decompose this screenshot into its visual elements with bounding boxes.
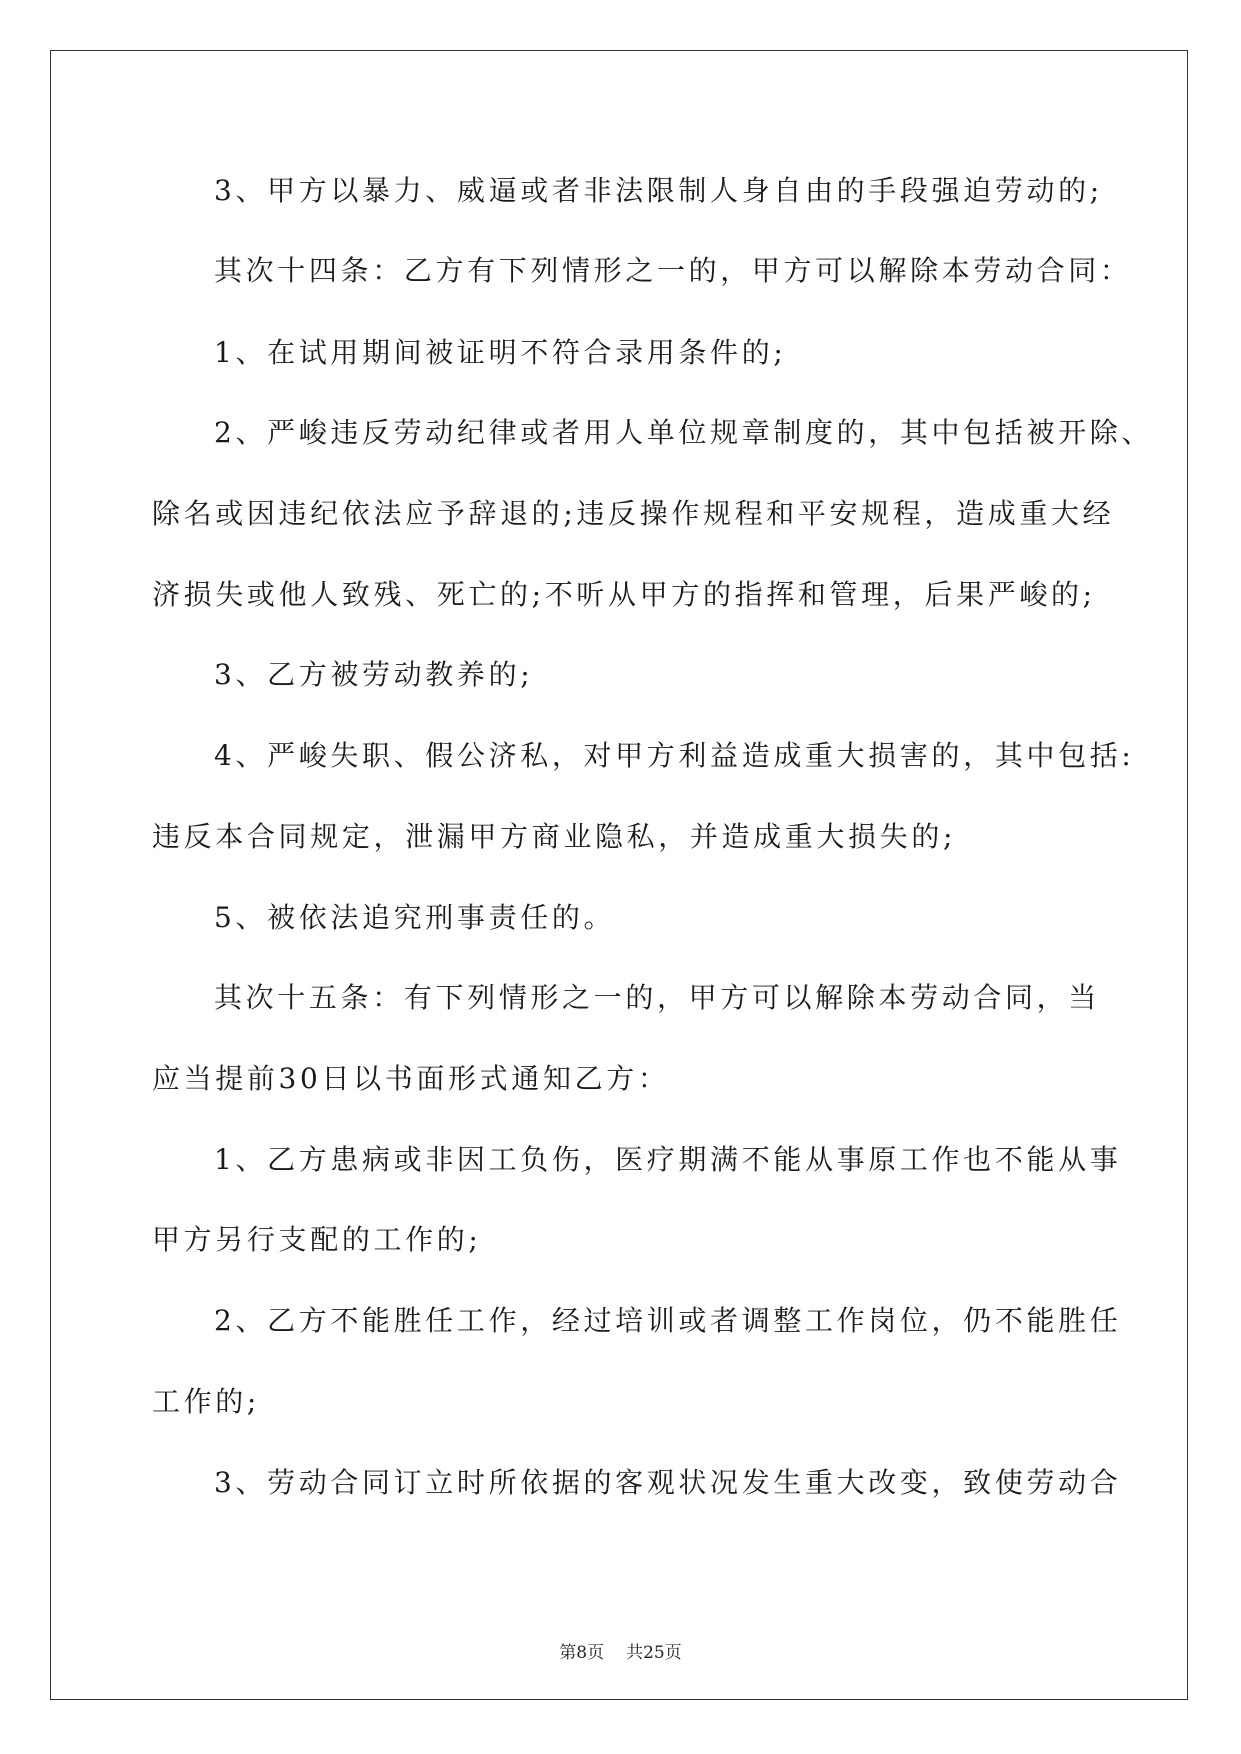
paragraph-line: 除名或因违纪依法应予辞退的;违反操作规程和平安规程，造成重大经 <box>152 497 1115 530</box>
page-footer <box>0 1638 1241 1663</box>
paragraph-line: 2、乙方不能胜任工作，经过培训或者调整工作岗位，仍不能胜任 <box>214 1304 1122 1337</box>
paragraph-line: 工作的; <box>152 1385 260 1418</box>
paragraph-line: 3、甲方以暴力、威逼或者非法限制人身自由的手段强迫劳动的; <box>214 174 1103 207</box>
paragraph-line: 应当提前30日以书面形式通知乙方： <box>152 1062 670 1095</box>
paragraph-line: 1、在试用期间被证明不符合录用条件的; <box>214 336 787 369</box>
paragraph-line: 5、被依法追究刑事责任的。 <box>214 901 616 934</box>
paragraph-line: 4、严峻失职、假公济私，对甲方利益造成重大损害的，其中包括: <box>214 739 1135 772</box>
current-page-label: 第8页 <box>559 1643 605 1663</box>
paragraph-line: 济损失或他人致残、死亡的;不听从甲方的指挥和管理，后果严峻的; <box>152 578 1096 611</box>
paragraph-line: 违反本合同规定，泄漏甲方商业隐私，并造成重大损失的; <box>152 820 957 853</box>
paragraph-line: 其次十四条：乙方有下列情形之一的，甲方可以解除本劳动合同： <box>214 254 1132 287</box>
paragraph-line: 3、乙方被劳动教养的; <box>214 658 534 691</box>
total-pages-label: 共25页 <box>626 1643 682 1663</box>
paragraph-line: 2、严峻违反劳动纪律或者用人单位规章制度的，其中包括被开除、 <box>214 416 1154 449</box>
page-border <box>50 50 1188 1700</box>
paragraph-line: 其次十五条：有下列情形之一的，甲方可以解除本劳动合同，当 <box>214 981 1100 1014</box>
paragraph-line: 3、劳动合同订立时所依据的客观状况发生重大改变，致使劳动合 <box>214 1466 1122 1499</box>
paragraph-line: 1、乙方患病或非因工负伤，医疗期满不能从事原工作也不能从事 <box>214 1143 1122 1176</box>
paragraph-line: 甲方另行支配的工作的; <box>152 1223 482 1256</box>
